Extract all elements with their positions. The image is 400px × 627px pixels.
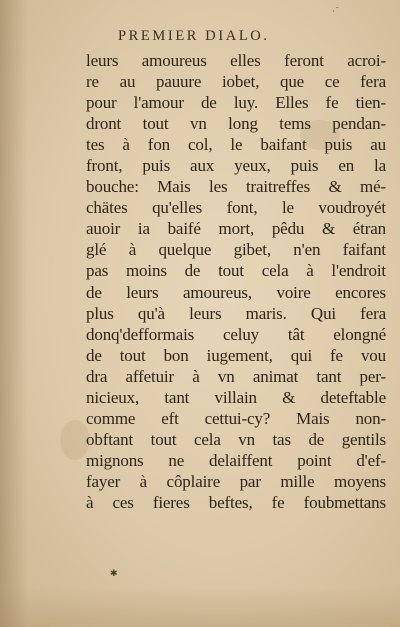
- text-line: à ces fieres beftes, fe foubmettans: [86, 492, 386, 512]
- gutter-shadow: [0, 0, 28, 627]
- text-line: dront tout vn long tems pendan-: [86, 114, 386, 134]
- text-line: comme eft cettui-cy? Mais non-: [86, 408, 386, 428]
- text-line: tes à fon col, le baifant puis au: [86, 135, 386, 155]
- running-head: PREMIER DIALO.: [118, 28, 270, 44]
- printer-mark: · ᷄: [332, 6, 338, 16]
- text-line: dra affetuir à vn animat tant per-: [86, 366, 386, 386]
- text-line: mignons ne delaiffent point d'ef-: [86, 450, 386, 470]
- text-line: nicieux, tant villain & deteftable: [86, 387, 386, 407]
- text-line: pour l'amour de luy. Elles fe tien-: [86, 93, 386, 113]
- text-line: auoir ia baifé mort, pêdu & étran: [86, 219, 386, 239]
- text-line: glé à quelque gibet, n'en faifant: [86, 240, 386, 260]
- text-line: front, puis aux yeux, puis en la: [86, 156, 386, 176]
- text-line: fayer à côplaire par mille moyens: [86, 471, 386, 491]
- page-edge-shading: [0, 587, 400, 627]
- text-line: plus qu'à leurs maris. Qui fera: [86, 303, 386, 323]
- body-text: [86, 50, 386, 513]
- text-line: donq'defformais celuy tât elongné: [86, 324, 386, 344]
- ornament-icon: ✱: [110, 568, 118, 578]
- text-line: re au pauure iobet, que ce fera: [86, 72, 386, 92]
- text-line: de tout bon iugement, qui fe vou: [86, 345, 386, 365]
- text-line: chätes qu'elles font, le voudroyét: [86, 198, 386, 218]
- text-line: obftant tout cela vn tas de gentils: [86, 429, 386, 449]
- text-line: pas moins de tout cela à l'endroit: [86, 261, 386, 281]
- text-line: bouche: Mais les traitreffes & mé-: [86, 177, 386, 197]
- text-line: de leurs amoureus, voire encores: [86, 282, 386, 302]
- text-line: leurs amoureus elles feront acroi-: [86, 51, 386, 70]
